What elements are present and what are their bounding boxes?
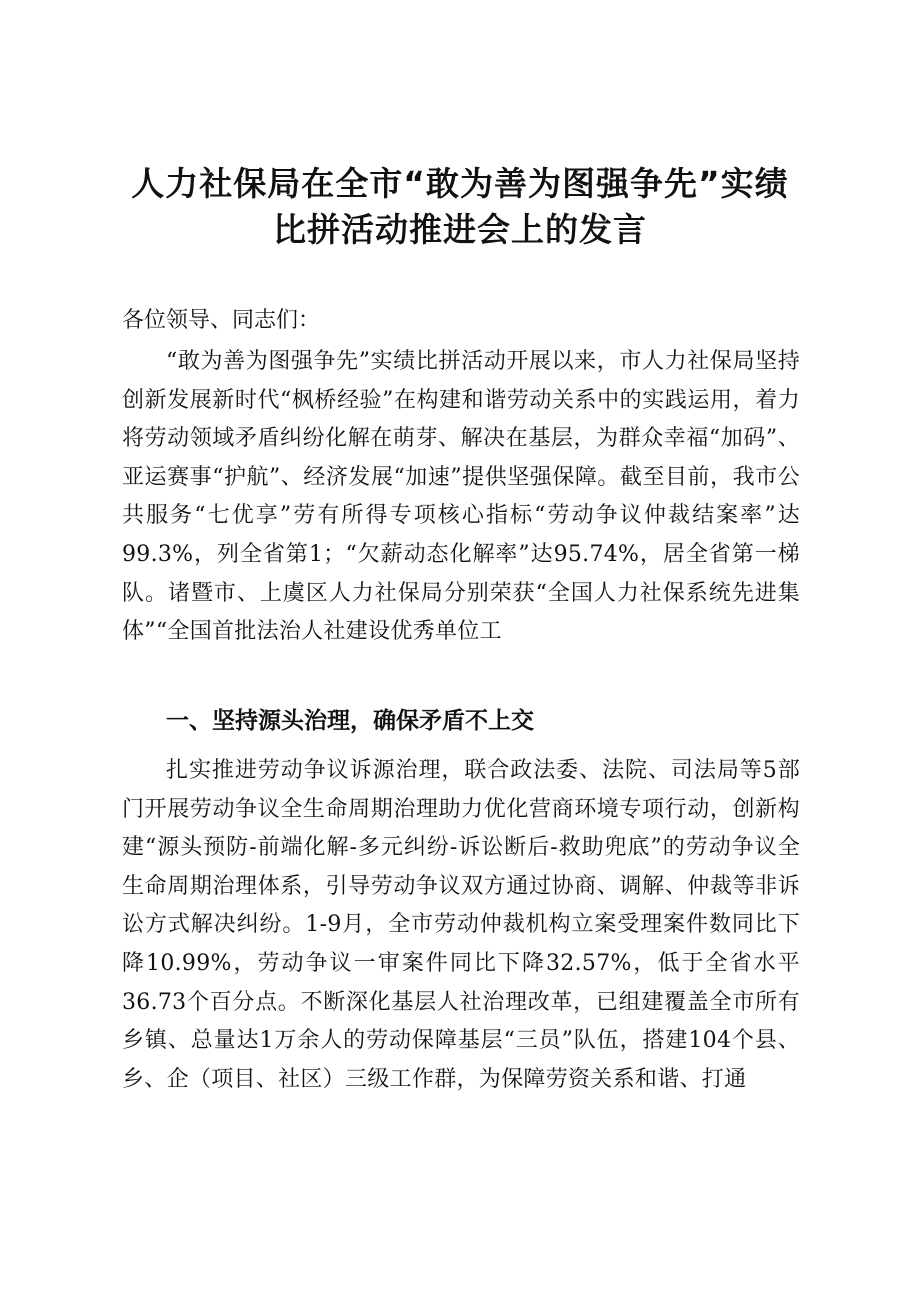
document-title-line-1: 人力社保局在全市“敢为善为图强争先”实绩 <box>131 164 789 203</box>
document-title-line-2: 比拼活动推进会上的发言 <box>273 210 647 249</box>
body-paragraph-intro: “敢为善为图强争先”实绩比拼活动开展以来，市人力社保局坚持创新发展新时代“枫桥经验”在构建和谐劳动关系中的实践运用，着力将劳动领域矛盾纠纷化解在萌芽、解决在基层，为群众幸福“加码”、亚运赛事“护航”、经济发展“加速”提供坚强保障。截至目前，我市公共服务“七优享”劳有所得专项核心指标“劳动争议仲裁结案率”达99.3%，列全省第1；“欠薪动态化解率”达95.74%，居全省第一梯队。诸暨市、上虞区人力社保局分别荣获“全国人力社保系统先进集体”“全国首批法治人社建设优秀单位工 <box>122 349 800 645</box>
greeting: 各位领导、同志们： <box>122 308 321 333</box>
section-heading-1: 一、坚持源头治理，确保矛盾不上交 <box>166 708 534 734</box>
body-paragraph-section-1: 扎实推进劳动争议诉源治理，联合政法委、法院、司法局等5部门开展劳动争议全生命周期治理助力优化营商环境专项行动，创新构建“源头预防-前端化解-多元纠纷-诉讼断后-救助兜底”的劳动争议全生命周期治理体系，引导劳动争议双方通过协商、调解、仲裁等非诉讼方式解决纠纷。1-9月，全市劳动仲裁机构立案受理案件数同比下降10.99%，劳动争议一审案件同比下降32.57%，低于全省水平36.73个百分点。不断深化基层人社治理改革，已组建覆盖全市所有乡镇、总量达1万余人的劳动保障基层“三员”队伍，搭建104个县、乡、企（项目、社区）三级工作群，为保障劳资关系和谐、打通 <box>122 758 800 1092</box>
